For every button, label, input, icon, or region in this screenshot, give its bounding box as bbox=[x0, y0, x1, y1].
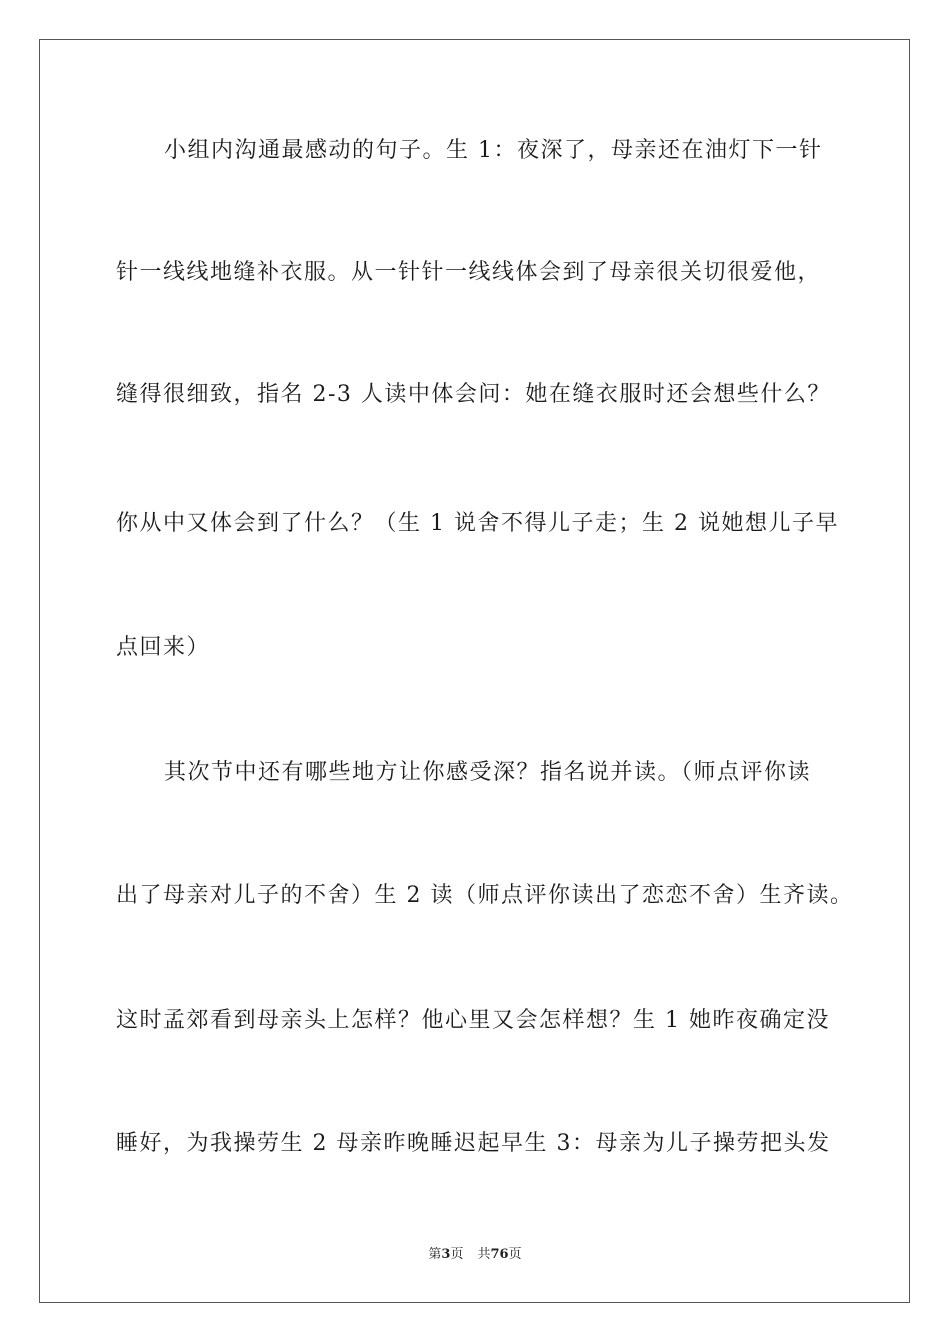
total-pages: 76 bbox=[490, 1247, 509, 1262]
paragraph-2-line-4: 睡好，为我操劳生 2 母亲昨晚睡迟起早生 3：母亲为儿子操劳把头发 bbox=[116, 1131, 831, 1156]
paragraph-2-line-2: 出了母亲对儿子的不舍）生 2 读（师点评你读出了恋恋不舍）生齐读。 bbox=[116, 883, 854, 908]
page-suffix: 页 bbox=[450, 1247, 464, 1262]
paragraph-1-line-4: 你从中又体会到了什么？（生 1 说舍不得儿子走；生 2 说她想儿子早 bbox=[116, 511, 839, 536]
paragraph-1-line-3: 缝得很细致，指名 2-3 人读中体会问：她在缝衣服时还会想些什么？ bbox=[116, 382, 831, 407]
paragraph-2-line-3: 这时孟郊看到母亲头上怎样？他心里又会怎样想？生 1 她昨夜确定没 bbox=[116, 1008, 830, 1033]
page-border bbox=[39, 39, 910, 1303]
page-footer bbox=[0, 1246, 950, 1264]
paragraph-1-line-5: 点回来） bbox=[116, 635, 211, 660]
paragraph-1-line-2: 针一线线地缝补衣服。从一针针一线线体会到了母亲很关切很爱他， bbox=[116, 260, 822, 285]
page-number: 3 bbox=[441, 1247, 451, 1262]
page-prefix: 第 bbox=[428, 1247, 442, 1262]
total-suffix: 页 bbox=[508, 1247, 522, 1262]
total-prefix: 共 bbox=[477, 1247, 491, 1262]
paragraph-2-line-1: 其次节中还有哪些地方让你感受深？指名说并读。（师点评你读 bbox=[164, 760, 812, 785]
paragraph-1-line-1: 小组内沟通最感动的句子。生 1：夜深了，母亲还在油灯下一针 bbox=[164, 138, 823, 163]
